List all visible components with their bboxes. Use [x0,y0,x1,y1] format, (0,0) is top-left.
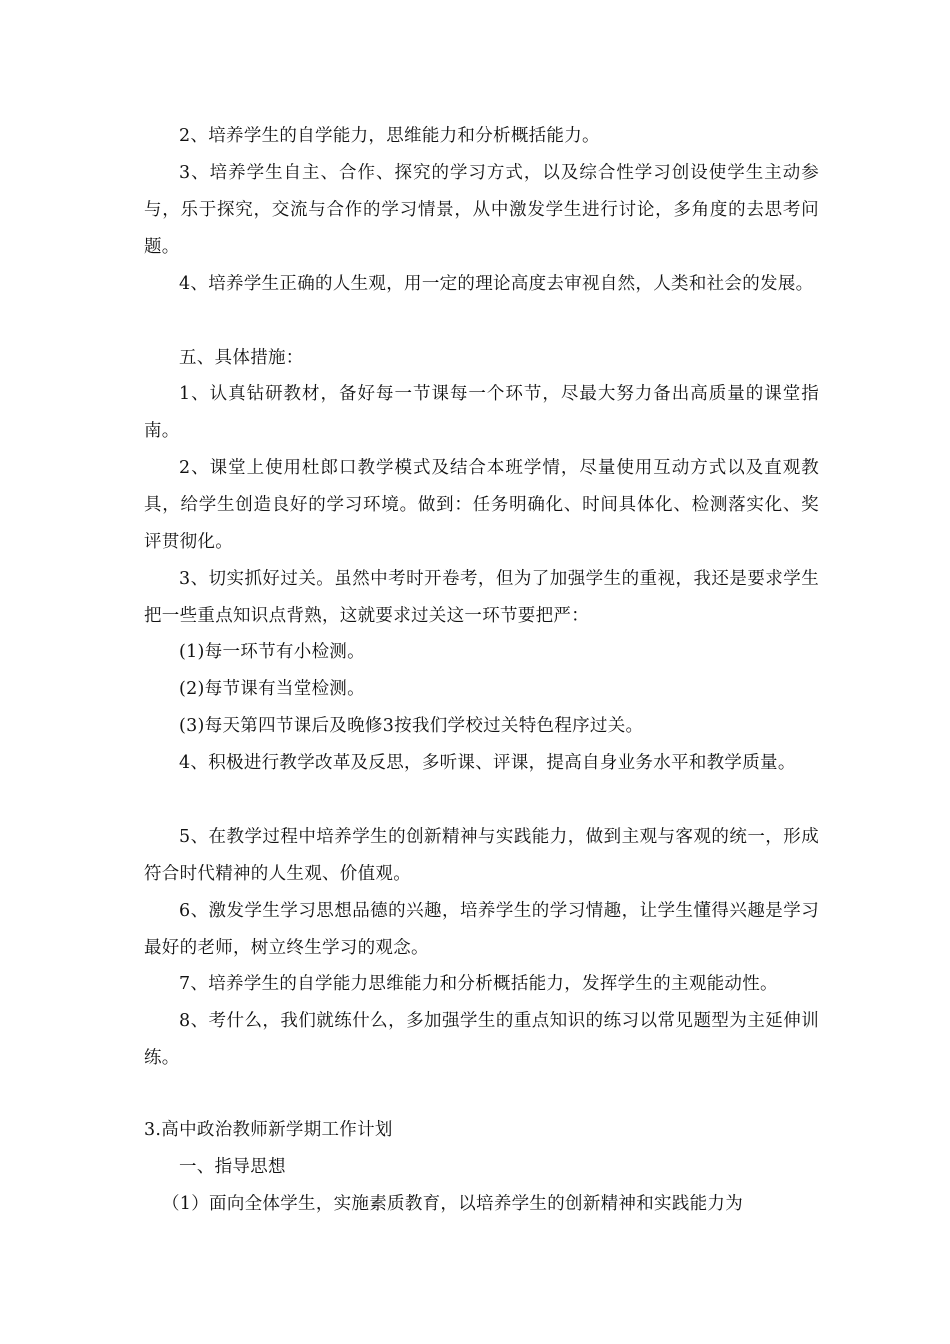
measure-3-item-1: (1)每一环节有小检测。 [179,642,365,662]
paragraph-3: 3、培养学生自主、合作、探究的学习方式，以及综合性学习创设使学生主动参与，乐于探究，交流与合作的学习情景，从中激发学生进行讨论，多角度的去思考问题。 [144,163,819,257]
guiding-item-1: （1）面向全体学生，实施素质教育，以培养学生的创新精神和实践能力为 [162,1194,744,1214]
paragraph-4: 4、培养学生正确的人生观，用一定的理论高度去审视自然，人类和社会的发展。 [179,274,814,294]
paragraph-2: 2、培养学生的自学能力，思维能力和分析概括能力。 [179,126,600,146]
measure-3-item-3: (3)每天第四节课后及晚修3按我们学校过关特色程序过关。 [179,716,644,736]
measure-3-item-2: (2)每节课有当堂检测。 [179,679,365,699]
section-title: 3.高中政治教师新学期工作计划 [144,1120,393,1140]
heading-guiding-ideology: 一、指导思想 [179,1157,286,1177]
measure-4: 4、积极进行教学改革及反思，多听课、评课，提高自身业务水平和教学质量。 [179,753,796,773]
measure-1: 1、认真钻研教材，备好每一节课每一个环节，尽最大努力备出高质量的课堂指南。 [144,384,819,441]
heading-measures: 五、具体措施： [179,348,304,368]
measure-5: 5、在教学过程中培养学生的创新精神与实践能力，做到主观与客观的统一，形成符合时代精神的人生观、价值观。 [144,827,819,884]
measure-6: 6、激发学生学习思想品德的兴趣，培养学生的学习情趣，让学生懂得兴趣是学习最好的老师，树立终生学习的观念。 [144,901,819,958]
measure-8: 8、考什么，我们就练什么，多加强学生的重点知识的练习以常见题型为主延伸训练。 [144,1011,819,1068]
measure-2: 2、课堂上使用杜郎口教学模式及结合本班学情，尽量使用互动方式以及直观教具，给学生创造良好的学习环境。做到：任务明确化、时间具体化、检测落实化、奖评贯彻化。 [144,458,819,552]
measure-7: 7、培养学生的自学能力思维能力和分析概括能力，发挥学生的主观能动性。 [179,974,778,994]
measure-3: 3、切实抓好过关。虽然中考时开卷考，但为了加强学生的重视，我还是要求学生把一些重点知识点背熟，这就要求过关这一环节要把严： [144,569,819,626]
